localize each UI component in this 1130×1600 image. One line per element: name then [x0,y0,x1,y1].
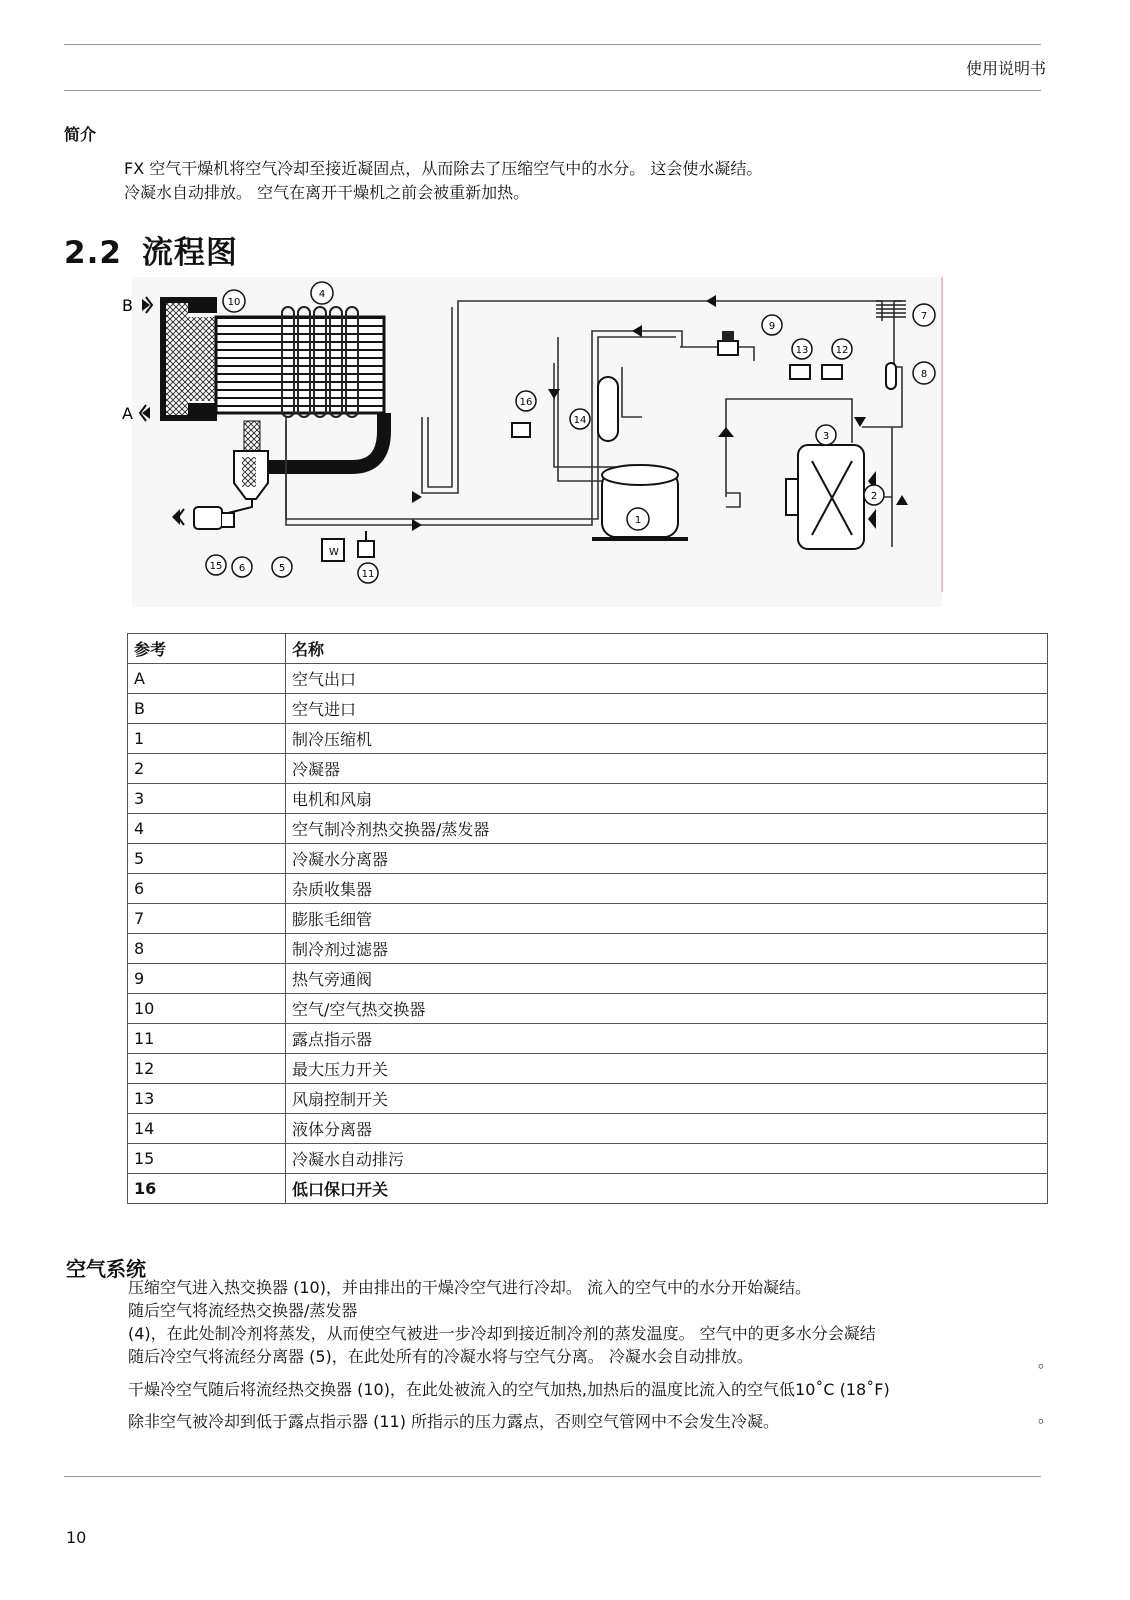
name-cell: 液体分离器 [286,1114,1048,1144]
name-cell: 电机和风扇 [286,784,1048,814]
reference-cell: 14 [128,1114,286,1144]
table-row [128,754,1048,784]
name-cell: 空气出口 [286,664,1048,694]
label-air-outlet: A [122,404,133,423]
reference-cell: A [128,664,286,694]
reference-cell: 8 [128,934,286,964]
table-row [128,724,1048,754]
name-cell: 膨胀毛细管 [286,904,1048,934]
column-header-name: 名称 [286,634,1048,664]
callout-14: 14 [573,415,587,426]
name-cell: 低口保口开关 [286,1174,1048,1204]
reference-cell: 7 [128,904,286,934]
label-thermometer: W [329,547,339,558]
reference-cell: 16 [128,1174,286,1204]
name-cell: 空气制冷剂热交换器/蒸发器 [286,814,1048,844]
reference-cell: 5 [128,844,286,874]
table-row [128,934,1048,964]
air-system-line: 除非空气被冷却到低于露点指示器 (11) 所指示的压力露点，否则空气管网中不会发生冷凝。 [128,1412,780,1431]
air-system-heading: 空气系统 [66,1257,146,1281]
name-cell: 冷凝水自动排污 [286,1144,1048,1174]
callout-7: 7 [920,311,928,322]
name-cell: 制冷剂过滤器 [286,934,1048,964]
air-system-line: 随后冷空气将流经分离器 (5)，在此处所有的冷凝水将与空气分离。 冷凝水会自动排放。 [128,1347,753,1366]
table-row [128,814,1048,844]
period-mark: 。 [1038,1407,1055,1426]
table-row [128,964,1048,994]
reference-cell: 13 [128,1084,286,1114]
table-row [128,874,1048,904]
table-row [128,784,1048,814]
callout-10: 10 [227,297,241,308]
page-number: 10 [66,1528,87,1547]
table-row [128,1024,1048,1054]
reference-cell: 11 [128,1024,286,1054]
table-row [128,1174,1048,1204]
callout-6: 6 [238,563,246,574]
flow-diagram [122,277,968,607]
table-row [128,994,1048,1024]
intro-paragraph [124,157,1024,205]
callout-5: 5 [278,563,286,574]
callout-1: 1 [634,515,642,526]
table-row [128,1114,1048,1144]
header-rule-bottom [64,90,1041,91]
intro-line: 冷凝水自动排放。 空气在离开干燥机之前会被重新加热。 [124,183,530,202]
table-row [128,904,1048,934]
document-type-label: 使用说明书 [965,59,1046,78]
callout-4: 4 [318,289,326,300]
name-cell: 热气旁通阀 [286,964,1048,994]
callout-3: 3 [822,431,830,442]
condenser-fan [786,445,876,549]
callout-11: 11 [361,569,375,580]
intro-line: FX 空气干燥机将空气冷却至接近凝固点，从而除去了压缩空气中的水分。 这会使水凝结。 [124,159,763,178]
reference-cell: 9 [128,964,286,994]
reference-cell: 15 [128,1144,286,1174]
refrigerant-filter [886,363,896,389]
air-system-line: 干燥冷空气随后将流经热交换器 (10)，在此处被流入的空气加热,加热后的温度比流入的空气低10˚C (18˚F) [128,1380,890,1399]
section-heading [64,227,238,272]
name-cell: 冷凝器 [286,754,1048,784]
name-cell: 杂质收集器 [286,874,1048,904]
callout-9: 9 [768,321,776,332]
callout-16: 16 [519,397,533,408]
reference-table [127,633,1048,1204]
name-cell: 风扇控制开关 [286,1084,1048,1114]
callout-8: 8 [920,369,928,380]
name-cell: 空气进口 [286,694,1048,724]
reference-cell: 10 [128,994,286,1024]
reference-cell: B [128,694,286,724]
table-row [128,664,1048,694]
table-row [128,844,1048,874]
table-header-row [128,634,1048,664]
name-cell: 露点指示器 [286,1024,1048,1054]
name-cell: 冷凝水分离器 [286,844,1048,874]
intro-heading: 简介 [64,125,97,144]
callout-2: 2 [870,491,878,502]
name-cell: 制冷压缩机 [286,724,1048,754]
name-cell: 最大压力开关 [286,1054,1048,1084]
label-air-inlet: B [122,296,133,315]
liquid-separator [598,377,618,441]
section-number: 2.2 [64,235,122,271]
callout-15: 15 [209,561,223,572]
period-mark: 。 [1038,1352,1055,1371]
column-header-reference: 参考 [128,634,286,664]
table-row [128,1144,1048,1174]
callout-13: 13 [795,345,809,356]
table-row [128,694,1048,724]
section-title: 流程图 [141,235,238,271]
air-system-line: (4)，在此处制冷剂将蒸发，从而使空气被进一步冷却到接近制冷剂的蒸发温度。 空气中的更多水分会凝结 [128,1324,876,1343]
low-pressure-switch [512,423,530,437]
reference-cell: 2 [128,754,286,784]
footer-rule [64,1476,1041,1477]
name-cell: 空气/空气热交换器 [286,994,1048,1024]
reference-cell: 6 [128,874,286,904]
header-rule-top [64,44,1041,45]
air-system-line: 压缩空气进入热交换器 (10)，并由排出的干燥冷空气进行冷却。 流入的空气中的水分开始凝结。 [128,1278,812,1297]
table-row [128,1084,1048,1114]
table-row [128,1054,1048,1084]
reference-cell: 12 [128,1054,286,1084]
air-system-line: 随后空气将流经热交换器/蒸发器 [128,1301,358,1320]
reference-cell: 3 [128,784,286,814]
reference-cell: 4 [128,814,286,844]
reference-cell: 1 [128,724,286,754]
callout-12: 12 [835,345,849,356]
